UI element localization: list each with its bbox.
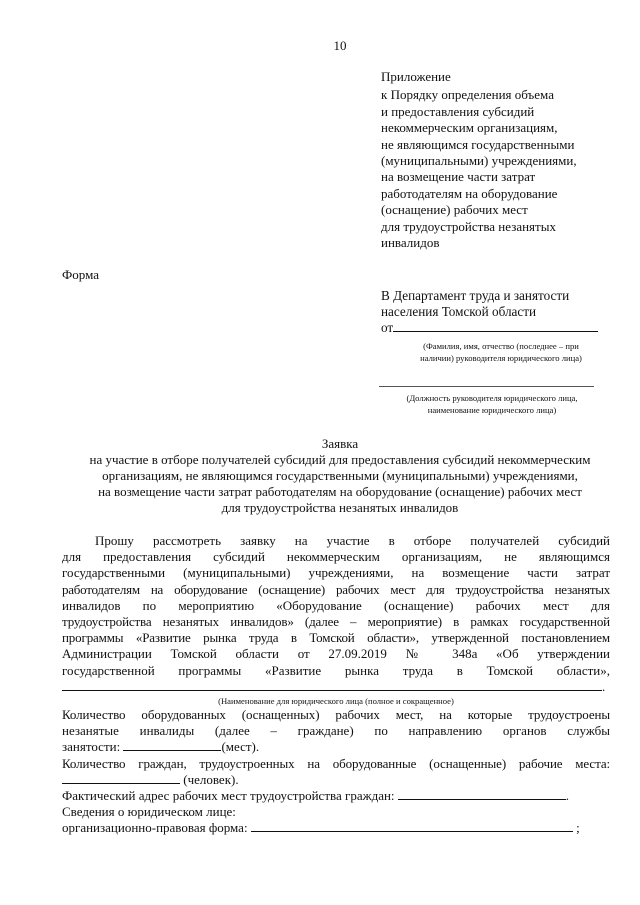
title-line: на возмещение части затрат работодателям на оборудование (оснащение) рабочих мест [98, 484, 582, 499]
body-line: Прошу рассмотреть заявку на участие в отборе получателей субсидий [95, 533, 610, 548]
appendix-heading: Приложение [381, 69, 451, 84]
addressee-block [381, 288, 621, 336]
body-line: программы «Развитие рынка труда в Томской области», утвержденной постановлением [62, 630, 610, 646]
org-info-heading: Сведения о юридическом лице: [62, 804, 236, 820]
appendix-block [381, 69, 621, 251]
from-label: от [381, 320, 394, 335]
from-row [381, 320, 621, 336]
appendix-line: не являющимся государственными [381, 136, 575, 152]
title-line: организациям, не являющимся государственными (муниципальными) учреждениями, [102, 468, 578, 483]
organization-name-row [62, 679, 610, 695]
appendix-line: на возмещение части затрат [381, 169, 536, 185]
workplaces-count-row [62, 739, 610, 755]
body-line: Количество граждан, трудоустроенных на оборудованные (оснащенные) рабочие места: [62, 755, 610, 771]
body-line: работодателям на оборудование (оснащение) рабочих мест для трудоустройства незанятых [62, 581, 610, 597]
position-field[interactable] [379, 386, 594, 387]
caption-line: наличии) руководителя юридического лица) [420, 353, 582, 363]
body-line: трудоустройства незанятых инвалидов» (далее – мероприятие) в рамках государственной [62, 614, 610, 630]
appendix-line: для трудоустройства незанятых [381, 218, 556, 234]
workplaces-label: занятости: [62, 739, 121, 755]
citizens-count-row [62, 772, 610, 788]
position-caption [372, 392, 612, 416]
legal-form-row [62, 820, 610, 836]
applicant-name-field[interactable] [393, 320, 598, 332]
page-number: 10 [333, 38, 347, 53]
citizens-count-field[interactable] [62, 772, 180, 784]
citizens-unit: (человек). [183, 771, 239, 787]
application-title [0, 436, 640, 516]
appendix-line: к Порядку определения объема [381, 87, 554, 103]
appendix-line: (муниципальными) учреждениями, [381, 153, 577, 169]
line-end: . [602, 678, 606, 694]
body-line: государственными (муниципальными) учреждениями, на возмещение части затрат [62, 565, 610, 581]
organization-name-field[interactable] [62, 679, 602, 691]
title-line: на участие в отборе получателей субсидий для предоставления субсидий некоммерческим [89, 452, 591, 467]
organization-name-caption: (Наименование для юридического лица (полное и сокращенное) [218, 696, 454, 707]
body-line: для предоставления субсидий некоммерческим организациям, не являющимся [62, 549, 610, 565]
address-row [62, 788, 610, 804]
addressee-line: населения Томской области [381, 304, 537, 319]
form-label: Форма [62, 267, 99, 282]
appendix-line: работодателям на оборудование [381, 185, 558, 201]
appendix-line: инвалидов [381, 235, 440, 251]
application-body [62, 533, 610, 837]
address-label: Фактический адрес рабочих мест трудоустройства граждан: [62, 788, 395, 804]
name-caption [381, 340, 621, 364]
appendix-line: (оснащение) рабочих мест [381, 202, 528, 218]
appendix-line: и предоставления субсидий [381, 103, 535, 119]
address-field[interactable] [398, 788, 566, 800]
legal-form-field[interactable] [251, 820, 573, 832]
workplaces-count-field[interactable] [123, 739, 221, 751]
legal-form-label: организационно-правовая форма: [62, 820, 248, 836]
title-line: для трудоустройства незанятых инвалидов [221, 500, 459, 515]
caption-line: (Должность руководителя юридического лица, [406, 393, 578, 403]
line-end: . [565, 788, 570, 804]
addressee-line: В Департамент труда и занятости [381, 288, 570, 303]
body-line: инвалидов по мероприятию «Оборудование (оснащение) рабочих мест для [62, 597, 610, 613]
line-end: ; [576, 820, 580, 836]
body-line: Администрации Томской области от 27.09.2019 № 348а «Об утверждении [62, 646, 610, 662]
body-line: государственной программы «Развитие рынка труда в Томской области», [62, 662, 610, 678]
body-line: Количество оборудованных (оснащенных) рабочих мест, на которые трудоустроены [62, 707, 610, 723]
appendix-line: некоммерческим организациям, [381, 120, 558, 136]
caption-line: наименование юридического лица) [427, 405, 557, 415]
caption-line: (Фамилия, имя, отчество (последнее – при [423, 341, 579, 351]
title-heading: Заявка [321, 436, 359, 451]
workplaces-unit: (мест). [221, 739, 260, 755]
body-line: незанятые инвалиды (далее – граждане) по направлению органов службы [62, 723, 610, 739]
